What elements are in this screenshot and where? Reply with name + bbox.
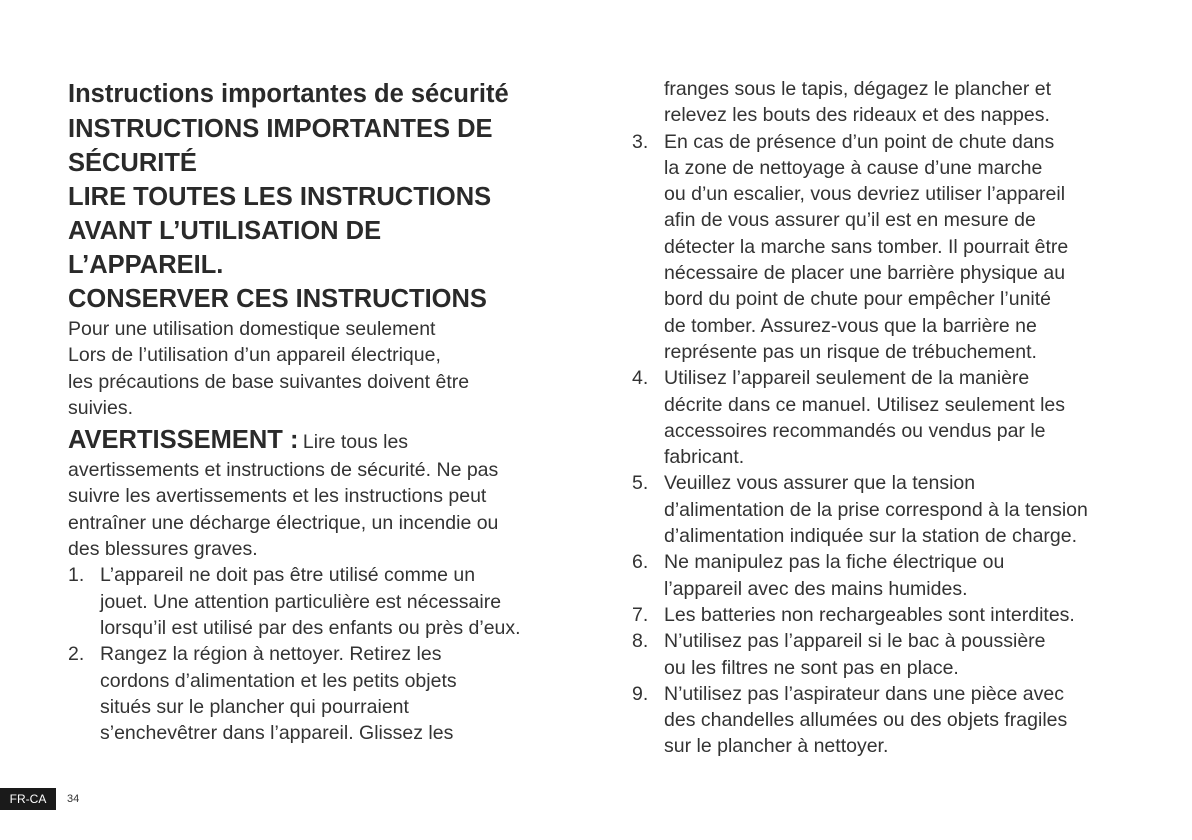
heading-line: SÉCURITÉ (68, 149, 197, 177)
item-line: d’alimentation indiquée sur la station de charge. (664, 525, 1078, 548)
heading-line: CONSERVER CES INSTRUCTIONS (68, 285, 487, 313)
item-line: représente pas un risque de trébuchement. (664, 340, 1037, 363)
item-line: détecter la marche sans tomber. Il pourrait être (664, 235, 1069, 258)
item-line: N’utilisez pas l’appareil si le bac à poussière (664, 630, 1046, 653)
language-tag: FR-CA (0, 788, 56, 810)
item-line: relevez les bouts des rideaux et des nappes. (664, 104, 1050, 127)
item-line: En cas de présence d’un point de chute dans (664, 130, 1055, 153)
item-line: ou d’un escalier, vous devriez utiliser l’appareil (664, 183, 1066, 206)
list-item (632, 365, 1132, 470)
item-line: Veuillez vous assurer que la tension (664, 472, 976, 495)
heading-line: AVANT L’UTILISATION DE (68, 217, 382, 245)
intro-line: Lors de l’utilisation d’un appareil électrique, (68, 344, 441, 367)
list-item (68, 562, 568, 641)
intro-line: Pour une utilisation domestique seulement (68, 318, 436, 340)
item-2-continuation (664, 76, 1132, 129)
item-number: 8. (632, 630, 649, 653)
item-line: l’appareil avec des mains humides. (664, 577, 968, 600)
item-line: situés sur le plancher qui pourraient (100, 695, 409, 718)
item-line: d’alimentation de la prise correspond à la tension (664, 498, 1088, 521)
item-line: franges sous le tapis, dégagez le plancher et (664, 78, 1052, 100)
list-item (68, 641, 568, 746)
warning-paragraph (68, 423, 568, 457)
item-line: bord du point de chute pour empêcher l’unité (664, 288, 1052, 311)
list-item (632, 549, 1132, 602)
warning-body (68, 457, 568, 562)
page-title: Instructions importantes de sécurité (68, 80, 509, 108)
item-line: fabricant. (664, 446, 745, 469)
item-line: la zone de nettoyage à cause d’une marche (664, 156, 1043, 179)
list-item (632, 602, 1132, 628)
warning-line: suivre les avertissements et les instructions peut (68, 485, 487, 508)
item-line: accessoires recommandés ou vendus par le (664, 419, 1046, 442)
safety-list (632, 129, 1132, 760)
warning-line: entraîner une décharge électrique, un incendie ou (68, 511, 499, 534)
list-item (632, 681, 1132, 760)
safety-list (68, 562, 568, 746)
item-number: 4. (632, 367, 649, 390)
safety-headings (68, 112, 568, 316)
item-line: des chandelles allumées ou des objets fragiles (664, 709, 1068, 732)
warning-label: AVERTISSEMENT : (68, 426, 299, 455)
intro-paragraph (68, 316, 568, 421)
warning-line: avertissements et instructions de sécurité. Ne pas (68, 459, 499, 482)
intro-line: les précautions de base suivantes doivent être (68, 370, 470, 393)
heading-line: LIRE TOUTES LES INSTRUCTIONS (68, 183, 492, 211)
item-line: sur le plancher à nettoyer. (664, 735, 889, 758)
item-line: jouet. Une attention particulière est nécessaire (100, 590, 502, 613)
left-column (68, 76, 568, 746)
item-line: Utilisez l’appareil seulement de la manière (664, 367, 1030, 390)
item-number: 5. (632, 472, 649, 495)
item-line: décrite dans ce manuel. Utilisez seulement les (664, 393, 1066, 416)
warning-line: des blessures graves. (68, 538, 258, 561)
right-column (632, 76, 1132, 760)
item-line: cordons d’alimentation et les petits objets (100, 669, 457, 692)
page-number: 34 (67, 793, 80, 805)
item-line: ou les filtres ne sont pas en place. (664, 656, 959, 679)
item-line: de tomber. Assurez-vous que la barrière ne (664, 314, 1037, 337)
list-item (632, 470, 1132, 549)
item-number: 2. (68, 643, 85, 666)
intro-line: suivies. (68, 396, 134, 419)
list-item (632, 129, 1132, 366)
item-line: s’enchevêtrer dans l’appareil. Glissez les (100, 722, 454, 745)
item-line: Rangez la région à nettoyer. Retirez les (100, 643, 442, 666)
warning-text: Lire tous les (302, 431, 409, 454)
item-line: Les batteries non rechargeables sont interdites. (664, 603, 1075, 626)
item-line: nécessaire de placer une barrière physique au (664, 262, 1066, 285)
item-line: N’utilisez pas l’aspirateur dans une pièce avec (664, 682, 1064, 705)
item-line: lorsqu’il est utilisé par des enfants ou près d’eux. (100, 616, 521, 639)
item-number: 7. (632, 603, 649, 626)
heading-line: L’APPAREIL. (68, 251, 224, 279)
item-line: afin de vous assurer qu’il est en mesure de (664, 209, 1036, 232)
item-line: Ne manipulez pas la fiche électrique ou (664, 551, 1005, 574)
item-number: 3. (632, 130, 649, 153)
item-line: L’appareil ne doit pas être utilisé comme un (100, 564, 476, 587)
item-number: 1. (68, 564, 85, 587)
item-number: 9. (632, 682, 649, 705)
heading-line: INSTRUCTIONS IMPORTANTES DE (68, 115, 493, 143)
list-item (632, 628, 1132, 681)
item-number: 6. (632, 551, 649, 574)
